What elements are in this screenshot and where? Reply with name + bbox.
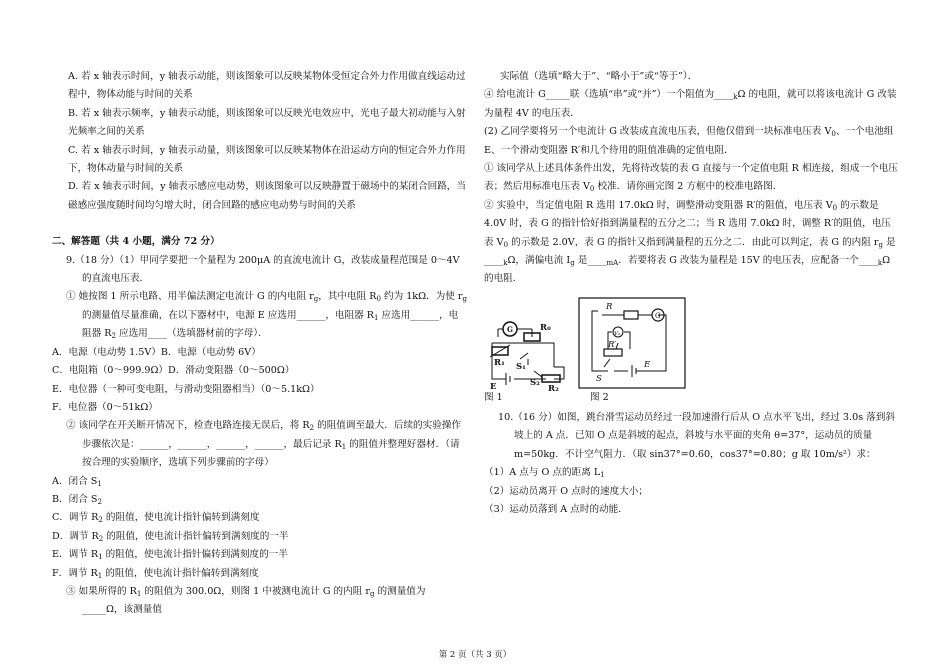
figures [484, 297, 900, 389]
left-paragraph: B．闭合 $S_2$ [52, 493, 102, 506]
fig1-r0-label: R₀ [540, 322, 551, 333]
fig1-g-label: G [507, 324, 513, 334]
left-paragraph: 二、解答题（共 4 小题，满分 72 分） [52, 236, 220, 248]
left-paragraph: C. 若 x 轴表示时间，y 轴表示动量，则该图象可以反映某物体在沿运动方向的恒定合外力作用下，物体动量与时间的关系 [68, 144, 466, 175]
right2-paragraph: （3）运动员落到 A 点时的动能． [484, 503, 628, 515]
left-paragraph: B. 若 x 轴表示频率，y 轴表示动能，则该图象可以反映光电效应中，光电子最大初动能与入射光频率之间的关系 [68, 107, 466, 138]
fig2-r-label: R [606, 301, 613, 312]
figure-captions [484, 389, 900, 409]
figure-2-circuit [578, 297, 686, 389]
left-paragraph: ② 该同学在开关断开情况下，检查电路连接无误后，将 $R_2$ 的阻值调至最大．后续的实验操作步骤依次是：______，______，______，______，最后记录 $R_1$ 的阻值并整理好器材．（请按合理的实验顺序，选填下列步骤前的字母） [66, 420, 462, 469]
fig1-s1-label: S₁ [516, 361, 526, 372]
left-paragraph: 9.（18 分）（1）甲同学要把一个量程为 200μA 的直流电流计 G，改装成量程范围是 0～4V 的直流电压表． [66, 254, 460, 285]
left-paragraph: A. 若 x 轴表示时间，y 轴表示动能，则该图象可以反映某物体受恒定合外力作用做直线运动过程中，物体动能与时间的关系 [68, 71, 466, 101]
figure-2-caption: 图 2 [590, 391, 609, 403]
left-paragraph: C．调节 $R_2$ 的阻值，使电流计指针偏转到满刻度 [52, 512, 260, 525]
fig2-g-label: G [655, 311, 661, 320]
fig2-s-label: S [596, 373, 602, 384]
fig2-e-label: E [644, 359, 651, 370]
left-paragraph: D. 若 x 轴表示时间，y 轴表示感应电动势，则该图象可以反映静置于磁场中的某闭合回路，当磁感应强度随时间均匀增大时，闭合回路的感应电动势与时间的关系 [68, 181, 466, 211]
left-column [52, 68, 467, 620]
left-paragraph: ① 她按图 1 所示电路、用半偏法测定电流计 G 的内电阻 $r_g$，其中电阻 $R_0$ 约为 1kΩ．为使 $r_g$ 的测量值尽量准确，在以下器材中，电源 E 应选用______，电阻器 $R_1$ 应选用______，电阻器 $R_2$ 应选用____（选填器材前的字母）． [66, 291, 467, 341]
right2-paragraph: （1）A 点与 O 点的距离 $L_1$ [484, 467, 605, 480]
left-paragraph: F．调节 $R_1$ 的阻值，使电流计指针偏转到满刻度 [52, 567, 259, 580]
right2-paragraph: （2）运动员离开 O 点时的速度大小； [484, 485, 648, 497]
page-footer: 第 2 页（共 3 页） [438, 650, 512, 660]
right-paragraph: (2) 乙同学要将另一个电流计 G 改装成直流电压表，但他仅借到一块标准电压表 $V_0$、一个电池组 E、一个滑动变阻器 R′和几个待用的阻值准确的定值电阻． [484, 126, 894, 156]
left-paragraph: ③ 如果所得的 $R_1$ 的阻值为 300.0Ω，则图 1 中被测电流计 G 的内阻 $r_g$ 的测量值为_____Ω，该测量值 [66, 585, 426, 616]
fig1-s2-label: S₂ [530, 377, 540, 388]
fig1-r1-label: R₁ [494, 357, 505, 368]
right-column [484, 68, 900, 519]
left-paragraph: D．调节 $R_2$ 的阻值，使电流计指针偏转到满刻度的一半 [52, 530, 289, 543]
fig1-r2-label: R₂ [548, 383, 559, 391]
right-paragraph: ② 实验中，当定值电阻 R 选用 17.0kΩ 时，调整滑动变阻器 R′的阻值，电压表 $V_0$ 的示数是 4.0V 时，表 G 的指针恰好指到满量程的五分之二；当 R 选用 7.0kΩ 时，调整 R′的阻值，电压表 $V_0$ 的示数是 2.0V，表 G 的指针又指到满量程的五分之二．由此可以判定，表 G 的内阻 $r_g$ 是$\_\_\_\__k\Omega$，满偏电流 $I_g$ 是$\_\_\_\__{mA}$．若要将表 G 改装为量程是 15V 的电压表，应配备一个$\_\_\_\__k\Omega$ 的电阻． [484, 199, 896, 285]
left-paragraph: E．调节 $R_1$ 的阻值，使电流计指针偏转到满刻度的一半 [52, 549, 288, 562]
left-paragraph: F．电位器（0～51kΩ） [52, 401, 158, 413]
fig1-e-label: E [490, 381, 497, 391]
fig2-v0-label: V₀ [614, 330, 621, 337]
right-paragraph: ④ 给电流计 G_____联（选填“串”或“并”）一个阻值为$\_\_\_\__k\Omega$ 的电阻，就可以将该电流计 G 改装为量程 4V 的电压表． [484, 89, 897, 119]
left-paragraph: A．闭合 $S_1$ [52, 475, 102, 488]
question-10 [484, 409, 900, 519]
left-paragraph: C．电阻箱（0～999.9Ω）D．滑动变阻器（0～500Ω） [52, 365, 295, 377]
right-paragraph: 实际值（选填“略大于”、“略小于”或“等于”）． [500, 71, 698, 82]
left-paragraph: A．电源（电动势 1.5V）B．电源（电动势 6V） [52, 346, 261, 358]
left-paragraph: E．电位器（一种可变电阻，与滑动变阻器相当）（0～5.1kΩ） [52, 383, 320, 395]
right2-paragraph: 10.（16 分）如图，跳台滑雪运动员经过一段加速滑行后从 O 点水平飞出，经过 3.0s 落到斜坡上的 A 点．已知 O 点是斜坡的起点，斜坡与水平面的夹角 θ=37°，运动员的质量 m=50kg．不计空气阻力．（取 sin37°=0.60，cos37°=0.80；g 取 10m/s²）求： [498, 411, 895, 460]
figure-1-caption: 图 1 [484, 391, 503, 403]
right-paragraph: ① 该同学从上述具体条件出发，先将待改装的表 G 直接与一个定值电阻 R 相连接，组成一个电压表；然后用标准电压表 $V_0$ 校准．请你画完图 2 方框中的校准电路图． [484, 163, 898, 194]
figure-1-circuit [484, 307, 574, 391]
fig2-rp-label: R′ [608, 339, 617, 350]
question-9-part2 [484, 68, 900, 289]
